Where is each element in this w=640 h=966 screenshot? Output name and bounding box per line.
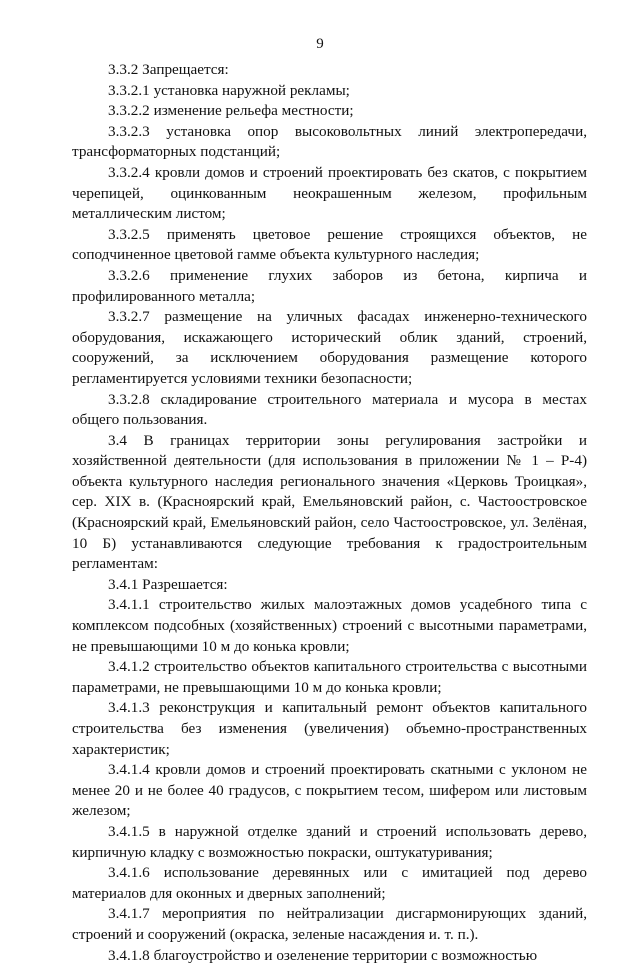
paragraph: 3.4.1.5 в наружной отделке зданий и строений использовать дерево, кирпичную кладку с возможностью покраски, оштукатуривания; xyxy=(72,822,587,861)
paragraph: 3.3.2.3 установка опор высоковольтных линий электропередачи, трансформаторных подстанций; xyxy=(72,122,587,161)
paragraph: 3.4.1.6 использование деревянных или с имитацией под дерево материалов для оконных и дверных заполнений; xyxy=(72,864,587,902)
paragraph: 3.3.2.7 размещение на уличных фасадах инженерно-технического оборудования, искажающего исторический облик зданий, строений, сооружений, за исключением оборудования размещение которого регламентируется условиями техники безопасности; xyxy=(72,308,587,387)
paragraph: 3.3.2.1 установка наружной рекламы; xyxy=(108,81,350,99)
paragraph: 3.4.1 Разрешается: xyxy=(108,575,228,593)
document-body xyxy=(72,60,587,966)
paragraph: 3.4.1.2 строительство объектов капитального строительства с высотными параметрами, не превышающими 10 м до конька кровли; xyxy=(72,658,587,696)
paragraph: 3.4.1.7 мероприятия по нейтрализации дисгармонирующих зданий, строений и сооружений (окраска, зеленые насаждения и. т. п.). xyxy=(72,905,587,943)
paragraph: 3.3.2.2 изменение рельефа местности; xyxy=(108,102,354,120)
paragraph: 3.3.2.4 кровли домов и строений проектировать без скатов, с покрытием черепицей, оцинкованным неокрашенным железом, профильным металлическим листом; xyxy=(72,163,587,223)
paragraph: 3.3.2 Запрещается: xyxy=(108,61,229,78)
page-number: 9 xyxy=(316,36,324,52)
paragraph: 3.3.2.5 применять цветовое решение строящихся объектов, не соподчиненное цветовой гамме объекта культурного наследия; xyxy=(72,225,587,264)
paragraph: 3.4 В границах территории зоны регулирования застройки и хозяйственной деятельности (для использования в приложении № 1 – Р-4) объекта культурного наследия регионального значения «Церковь Троицкая», сер. XIX в. (Красноярский край, Емельяновский район, с. Частоостровское (Красноярский край, Емельяновский район, село Частоостровское, ул. Зелёная, 10 Б) устанавливаются следующие требования к градостроительным регламентам: xyxy=(72,431,587,573)
paragraph: 3.3.2.6 применение глухих заборов из бетона, кирпича и профилированного металла; xyxy=(72,266,587,305)
paragraph: 3.4.1.3 реконструкция и капитальный ремонт объектов капитального строительства без изменения (увеличения) объемно-пространственных характеристик; xyxy=(72,699,587,758)
paragraph: 3.4.1.1 строительство жилых малоэтажных домов усадебного типа с комплексом подсобных (хозяйственных) строений с высотными параметрами, не превышающими 10 м до конька кровли; xyxy=(72,596,587,655)
paragraph: 3.4.1.4 кровли домов и строений проектировать скатными с уклоном не менее 20 и не более 40 градусов, с покрытием тесом, шифером или листовым железом; xyxy=(72,761,587,820)
paragraph: 3.3.2.8 складирование строительного материала и мусора в местах общего пользования. xyxy=(72,390,587,429)
paragraph: 3.4.1.8 благоустройство и озеленение территории с возможностью xyxy=(108,946,538,964)
